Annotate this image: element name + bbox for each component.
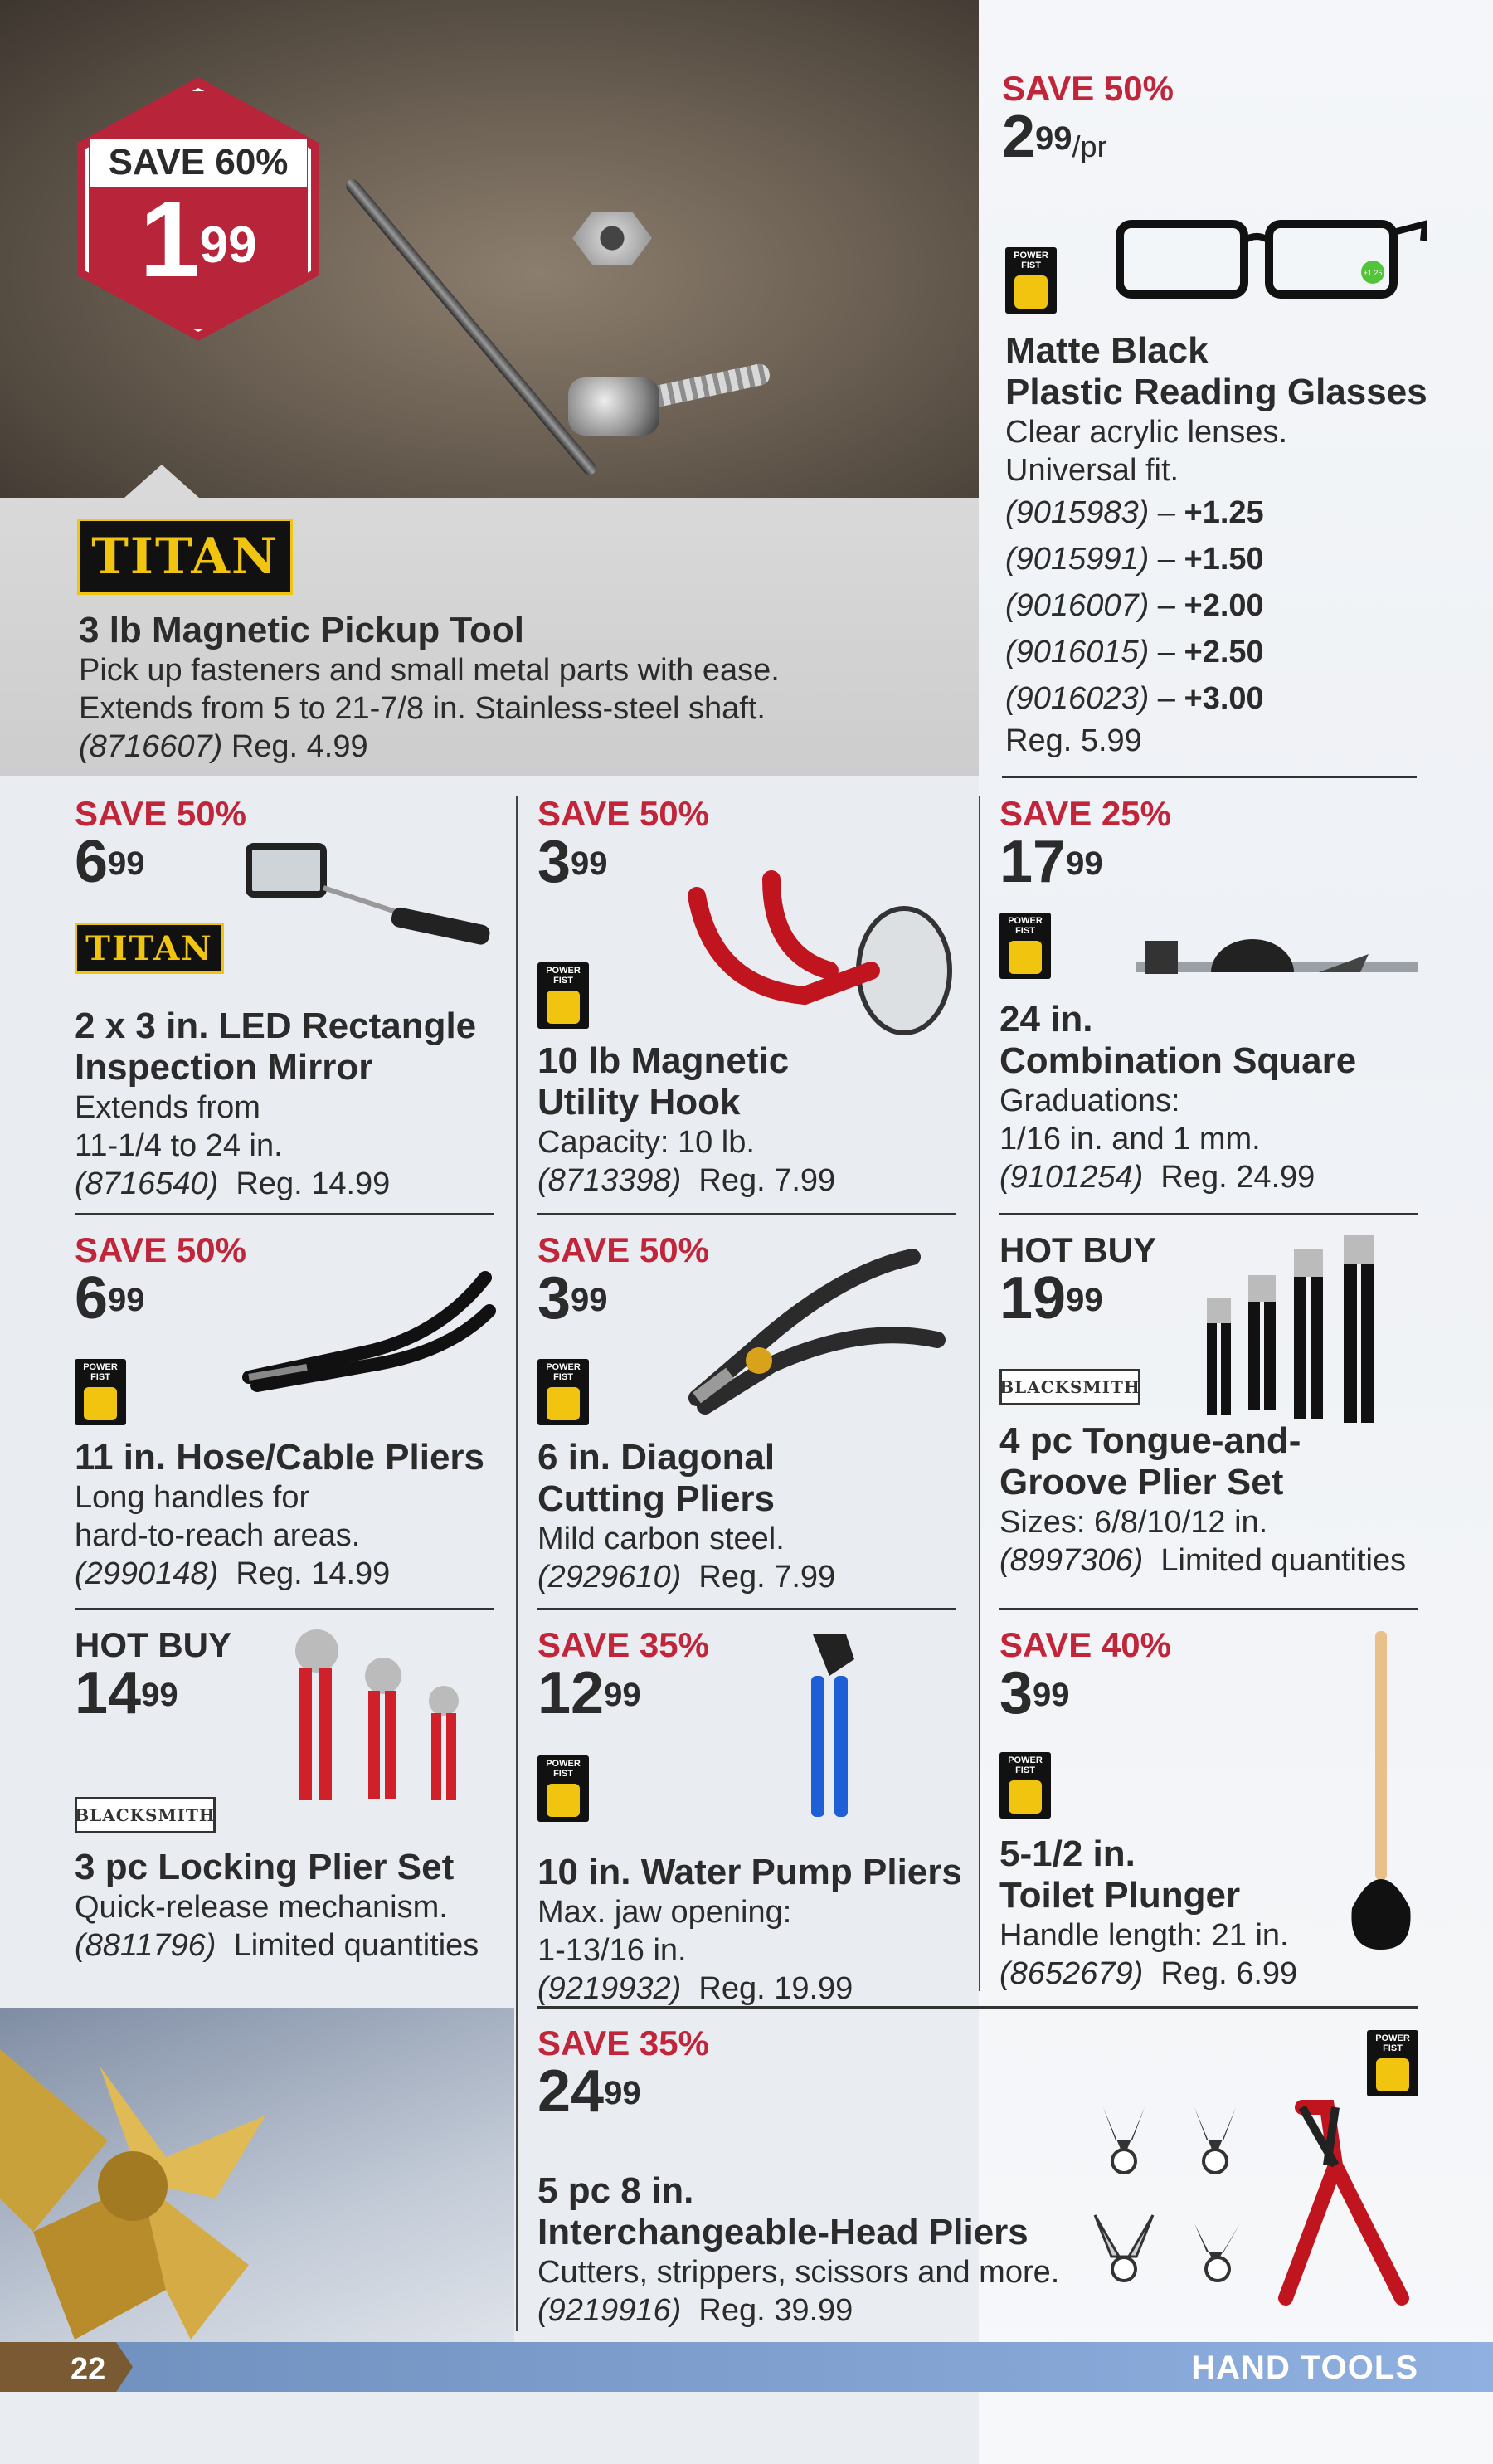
product-desc-1: Graduations: [999,1083,1180,1118]
glasses-reg: Reg. 5.99 [1005,723,1142,758]
product-desc-1: Sizes: 6/8/10/12 in. [999,1505,1268,1540]
power-fist-logo [1005,247,1057,314]
product-text [75,1437,506,1593]
plier-handle [811,1676,824,1817]
product-text [537,1437,969,1596]
power-fist-logo [537,1359,589,1425]
save-tag: SAVE 50% [537,1230,709,1269]
price-cents: 99 [1066,1282,1103,1318]
glasses-price [1002,104,1466,176]
product-sku-line [75,1165,506,1203]
glasses-title-1: Matte Black [1005,330,1209,371]
titan-logo: TITAN [77,519,293,595]
hero-sku: (8716607) [79,729,223,764]
hose-pliers-image [241,1261,498,1394]
product-sku-line [537,1970,969,2008]
reg-price: Reg. 7.99 [698,1560,836,1595]
price-cents: 99 [1066,845,1103,882]
mirror-handle [390,906,491,946]
locking-plier [365,1658,401,1799]
save-tag: SAVE 35% [537,1625,709,1664]
product-title-1: 6 in. Diagonal [537,1437,776,1478]
fist-icon [1376,2058,1409,2091]
glasses-price-cents: 99 [1035,120,1072,157]
reg-price: Reg. 24.99 [1160,1160,1315,1195]
price-cents: 99 [571,845,608,882]
price [999,829,1431,895]
product-title-1: 3 pc Locking Plier Set [75,1847,455,1887]
row-divider [537,1608,956,1610]
glasses-temple [1393,224,1425,241]
product-desc-2: hard-to-reach areas. [75,1518,361,1553]
price-dollars: 24 [537,2058,605,2125]
power-fist-logo [999,913,1051,979]
reg-price: Limited quantities [233,1928,479,1963]
plunger-cup [1351,1879,1410,1950]
glasses-option-power: +1.25 [1184,495,1264,530]
plunger-handle [1375,1631,1387,1880]
power-fist-logo [537,962,589,1029]
divider [1002,776,1417,778]
plier [1248,1275,1276,1410]
power-fist-logo-text: POWER FIST [546,1362,581,1382]
hero-desc-1: Pick up fasteners and small metal parts with ease. [79,653,780,688]
product-desc-2: 1-13/16 in. [537,1933,687,1968]
power-fist-logo [537,1755,589,1822]
sku: (9219916) [537,2293,682,2328]
product-title-2: Inspection Mirror [75,1047,373,1088]
product-title-1: 5-1/2 in. [999,1833,1136,1874]
glasses-option-sku: (9015983) [1005,495,1150,530]
hero-sku-line [79,728,958,766]
hero-band-notch [124,465,199,498]
glasses-option-power: +2.50 [1184,635,1264,670]
glasses-price-unit: /pr [1072,129,1107,163]
product-text [537,2170,1118,2330]
power-fist-logo-text: POWER FIST [1014,251,1048,270]
product-title-2: Groove Plier Set [999,1462,1284,1502]
price-dollars: 19 [999,1265,1067,1332]
sku: (8652679) [999,1956,1144,1991]
column-divider [979,796,980,1991]
price-dollars: 3 [537,829,571,895]
power-fist-logo [999,1752,1051,1819]
save-tag: SAVE 35% [537,2023,709,2062]
product-text [537,1040,969,1200]
magnet-head-image [568,377,659,436]
fist-icon [1009,1780,1042,1814]
product-desc-1: Long handles for [75,1480,310,1515]
power-fist-logo-text: POWER FIST [546,1759,581,1779]
power-fist-logo-text: POWER FIST [546,966,581,986]
locking-pliers-image [282,1626,498,1817]
plier-jaw [813,1634,854,1676]
plunger-image [1335,1626,1427,1958]
hot-buy-tag: HOT BUY [999,1230,1156,1269]
product-desc-1: Max. jaw opening: [537,1895,792,1930]
product-title-2: Cutting Pliers [537,1478,776,1519]
reading-glasses-image [1111,207,1427,307]
sku: (9219932) [537,1971,682,2006]
product-interchangeable-pliers [537,2024,1118,2330]
blacksmith-logo [999,1369,1140,1405]
row-divider [999,1608,1418,1610]
product-title-1: 10 in. Water Pump Pliers [537,1852,962,1892]
glasses-option-dash: – [1149,495,1184,530]
plier [1294,1249,1323,1419]
row-divider [537,1213,956,1215]
price-cents: 99 [604,1677,641,1713]
price-cents: 99 [108,1282,145,1318]
product-desc-1: Handle length: 21 in. [999,1918,1289,1953]
product-title-1: 11 in. Hose/Cable Pliers [75,1437,485,1478]
product-desc-1: Quick-release mechanism. [75,1890,448,1925]
row-divider [75,1608,494,1610]
glasses-option [1005,675,1478,722]
hook-arm [771,879,829,971]
price-dollars: 3 [537,1265,571,1332]
product-desc-1: Capacity: 10 lb. [537,1125,755,1160]
column-divider [516,796,518,2024]
power-fist-logo-text: POWER FIST [1008,1755,1043,1775]
mirror-shaft [323,888,398,913]
product-text [999,1420,1431,1580]
product-desc-1: Extends from [75,1090,260,1125]
hero-text [79,610,958,766]
product-title-1: 2 x 3 in. LED Rectangle [75,1006,477,1046]
save-tag: SAVE 50% [537,794,709,833]
price-cents: 99 [571,1282,608,1318]
glasses-option-dash: – [1149,542,1184,577]
glasses-option-dash: – [1149,681,1184,716]
cutter-head [1194,2223,1240,2281]
sku: (8997306) [999,1543,1144,1578]
product-desc-2: 11-1/4 to 24 in. [75,1128,283,1163]
glasses-option-dash: – [1149,635,1184,670]
hero-title: 3 lb Magnetic Pickup Tool [79,610,525,650]
page-number-tab [0,2342,133,2392]
glasses-desc-2: Universal fit. [1005,453,1179,488]
glasses-price-dollars: 2 [1002,104,1036,170]
fist-icon [84,1387,117,1420]
power-fist-logo [1367,2030,1418,2096]
glasses-option-power: +3.00 [1184,681,1264,716]
scissor-head [1095,2215,1153,2281]
product-sku-line [75,1555,506,1593]
product-title-2: Interchangeable-Head Pliers [537,2212,1029,2252]
glasses-left-lens [1120,224,1244,295]
price-dollars: 12 [537,1660,605,1726]
product-desc-2: 1/16 in. and 1 mm. [999,1122,1261,1157]
price-cents: 99 [108,845,145,882]
product-sku-line [999,1158,1431,1196]
badge-price-cents: 99 [199,217,257,274]
save-tag: SAVE 40% [999,1625,1171,1664]
product-text [999,999,1431,1196]
reg-price: Reg. 7.99 [698,1163,836,1198]
fist-icon [547,991,580,1024]
plier-head [1194,2107,1236,2173]
gift-bow-decoration [0,2016,274,2340]
price-dollars: 14 [75,1660,142,1726]
page-number: 22 [71,2352,106,2387]
product-desc-1: Mild carbon steel. [537,1522,785,1556]
plier [1207,1298,1231,1415]
product-water-pump-pliers [537,1626,969,2008]
glasses-option-sku: (9016023) [1005,681,1150,716]
price-dollars: 6 [75,829,109,895]
fist-icon [1009,941,1042,974]
glasses-option-sku: (9016007) [1005,588,1150,623]
glasses-option [1005,536,1478,582]
save-tag: SAVE 50% [75,1230,246,1269]
product-text [75,1006,506,1203]
save-tag: SAVE 25% [999,794,1171,833]
glasses-right-lens [1269,224,1393,295]
power-fist-logo-text: POWER FIST [83,1362,118,1382]
protractor-head [1211,939,1294,972]
sku: (8713398) [537,1163,682,1198]
blacksmith-logo-text: BLACKSMITH [999,1377,1140,1397]
glasses-option-sku: (9016015) [1005,635,1150,670]
plier [1344,1235,1374,1423]
reg-price: Reg. 14.99 [236,1556,391,1591]
product-sku-line [537,1161,969,1200]
glasses-text [1005,330,1478,760]
interchangeable-heads-image [1087,2099,1427,2323]
row-divider [999,1213,1418,1215]
badge-save-label: SAVE 60% [90,139,307,187]
locking-plier [429,1686,459,1800]
price-cents: 99 [141,1677,178,1713]
reg-price: Limited quantities [1160,1543,1407,1578]
product-sku-line [999,1955,1431,1993]
price-dollars: 3 [999,1660,1033,1726]
glasses-option-power: +2.00 [1184,588,1264,623]
product-title-1: 24 in. [999,999,1093,1040]
product-text [75,1847,506,1965]
plier-handle [1286,2107,1402,2298]
plier-pivot [746,1347,772,1374]
product-desc-1: Cutters, strippers, scissors and more. [537,2255,1060,2290]
mirror-head [249,846,323,894]
sku: (2929610) [537,1560,682,1595]
titan-logo: TITAN [75,923,224,974]
reg-price: Reg. 39.99 [698,2293,853,2328]
sku: (9101254) [999,1160,1144,1195]
glasses-option [1005,582,1478,629]
tongue-groove-pliers-image [1194,1232,1393,1431]
lens-sticker-label: +1.25 [1363,269,1383,277]
product-title-2: Utility Hook [537,1082,741,1122]
hot-buy-tag: HOT BUY [75,1625,231,1664]
inspection-mirror-image [241,838,498,946]
column-divider [516,2024,518,2331]
glasses-option-dash: – [1149,588,1184,623]
product-sku-line [75,1926,506,1965]
glasses-save: SAVE 50% [1002,69,1174,108]
power-fist-logo [75,1359,126,1425]
product-combination-square [999,795,1431,1196]
product-title-1: 10 lb Magnetic [537,1040,790,1081]
price [537,1660,969,1726]
magnetic-hook-image [680,863,962,1054]
glasses-title-2: Plastic Reading Glasses [1005,372,1427,412]
price [537,2058,1118,2125]
price-dollars: 6 [75,1265,109,1332]
glasses-product [1002,70,1466,176]
product-text [537,1852,969,2008]
product-title-2: Toilet Plunger [999,1875,1241,1916]
badge-price [77,178,319,299]
glasses-option-sku: (9015991) [1005,542,1150,577]
reg-price: Reg. 14.99 [236,1166,391,1201]
product-title-1: 4 pc Tongue-and- [999,1420,1301,1461]
fist-icon [547,1784,580,1817]
glasses-desc-1: Clear acrylic lenses. [1005,415,1287,450]
hero-desc-2: Extends from 5 to 21-7/8 in. Stainless-steel shaft. [79,691,766,726]
product-title-1: 5 pc 8 in. [537,2170,694,2211]
square-head [1145,941,1178,974]
sku: (8716540) [75,1166,219,1201]
reg-price: Reg. 19.99 [698,1971,853,2006]
glasses-option-list [1005,489,1478,722]
save-tag: SAVE 50% [75,794,246,833]
product-sku-line [537,2291,1118,2330]
sku: (2990148) [75,1556,219,1591]
section-title: HAND TOOLS [1191,2350,1418,2386]
sku: (8811796) [75,1928,216,1963]
badge-price-dollars: 1 [139,178,200,299]
reg-price: Reg. 6.99 [1160,1956,1298,1991]
row-divider [75,1213,494,1215]
glasses-option [1005,629,1478,675]
price-cents: 99 [1033,1677,1070,1713]
combination-square-image [1128,929,1427,996]
product-sku-line [537,1558,969,1596]
blacksmith-logo [75,1797,216,1833]
power-fist-logo-text: POWER FIST [1008,916,1043,936]
blacksmith-logo-text: BLACKSMITH [75,1805,216,1825]
locking-plier [295,1629,338,1800]
diagonal-pliers-image [680,1249,954,1415]
product-sku-line [999,1541,1431,1580]
fist-icon [547,1387,580,1420]
price-dollars: 17 [999,829,1067,895]
price-cents: 99 [604,2075,641,2111]
water-pump-pliers-image [796,1626,879,1825]
plier-handle [834,1676,848,1817]
plier-head [1103,2107,1145,2173]
glasses-option [1005,489,1478,536]
power-fist-logo-text: POWER FIST [1375,2033,1410,2053]
fist-icon [1014,275,1048,309]
glasses-bridge [1244,236,1269,241]
product-title-2: Combination Square [999,1040,1357,1081]
hero-reg: Reg. 4.99 [231,729,368,764]
glasses-option-power: +1.50 [1184,542,1264,577]
